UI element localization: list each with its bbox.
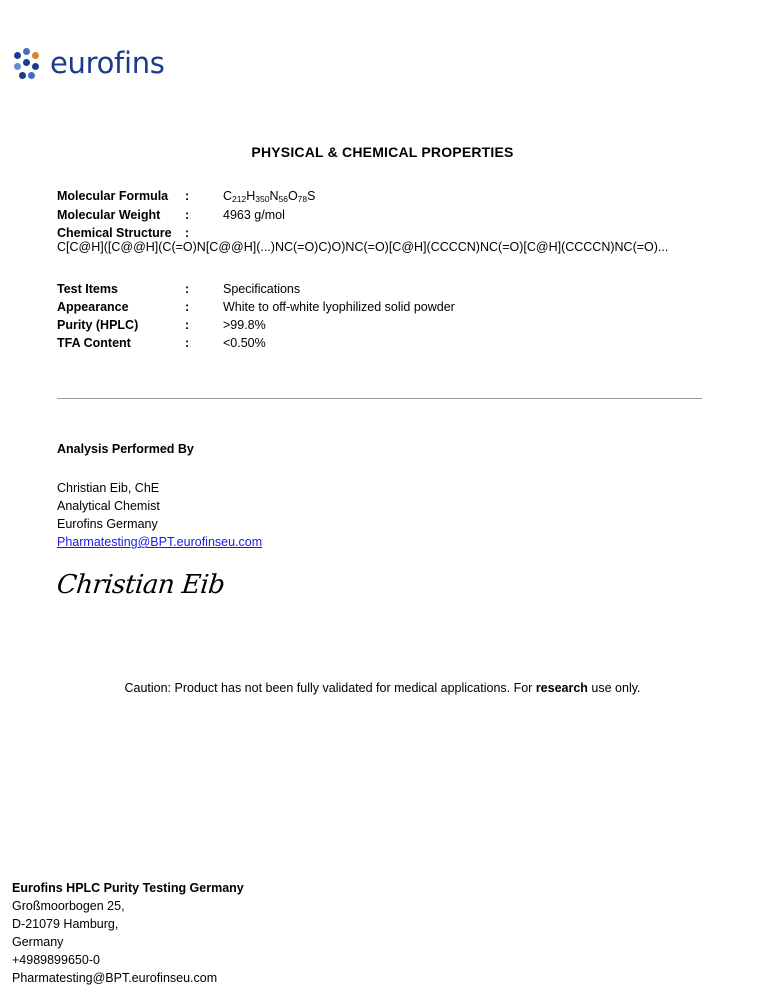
property-row-molecular-weight	[57, 206, 315, 224]
colon: :	[185, 282, 190, 296]
eurofins-dots-icon	[12, 46, 46, 80]
analyst-company: Eurofins Germany	[57, 517, 158, 531]
footer-email: Pharmatesting@BPT.eurofinseu.com	[12, 971, 218, 985]
molecular-weight-label: Molecular Weight	[57, 208, 161, 222]
purity-value: >99.8%	[223, 318, 266, 332]
logo-wordmark: eurofins	[50, 46, 165, 80]
colon: :	[185, 318, 190, 332]
footer	[12, 879, 244, 987]
analyst-role: Analytical Chemist	[57, 499, 160, 513]
section-divider	[57, 398, 702, 399]
test-items-label: Test Items	[57, 282, 118, 296]
colon: :	[185, 300, 190, 314]
property-row-molecular-formula	[57, 187, 315, 206]
molecular-formula-value: $C_{212}H_{350}N_{56}O_{78}S$	[223, 189, 316, 204]
smiles-string: C[C@H]([C@@H](C(=O)N[C@@H](...)NC(=O)C)O)NC(=O)[C@H](CCCCN)NC(=O)[C@H](CCCCN)NC(=O)...	[57, 240, 669, 254]
colon: :	[185, 189, 190, 203]
analysis-details	[57, 479, 262, 551]
tfa-content-value: <0.50%	[223, 336, 266, 350]
eurofins-logo	[12, 46, 165, 80]
appearance-value: White to off-white lyophilized solid powder	[223, 300, 455, 314]
test-items-value: Specifications	[223, 282, 301, 296]
signature: Christian Eib	[55, 570, 227, 600]
analyst-name: Christian Eib, ChE	[57, 481, 160, 495]
footer-company: Eurofins HPLC Purity Testing Germany	[12, 881, 244, 895]
tfa-content-label: TFA Content	[57, 336, 131, 350]
specifications-table	[57, 280, 455, 352]
analyst-email-link[interactable]: Pharmatesting@BPT.eurofinseu.com	[57, 535, 263, 549]
caution-emphasis: research	[535, 681, 588, 695]
table-row	[57, 298, 455, 316]
table-row	[57, 334, 455, 352]
colon: :	[185, 226, 190, 240]
chemical-structure-label: Chemical Structure	[57, 226, 172, 240]
purity-label: Purity (HPLC)	[57, 318, 139, 332]
caution-prefix: Caution: Product has not been fully validated for medical applications. For	[124, 681, 536, 695]
molecular-weight-value: 4963 g/mol	[223, 208, 285, 222]
footer-address-line-2: D-21079 Hamburg,	[12, 917, 119, 931]
caution-note	[0, 681, 765, 695]
analysis-heading: Analysis Performed By	[57, 442, 194, 456]
appearance-label: Appearance	[57, 300, 129, 314]
caution-suffix: use only.	[587, 681, 641, 695]
footer-address-line-1: Großmoorbogen 25,	[12, 899, 125, 913]
footer-phone: +4989899650-0	[12, 953, 100, 967]
table-row	[57, 280, 455, 298]
table-row	[57, 316, 455, 334]
colon: :	[185, 336, 190, 350]
colon: :	[185, 208, 190, 222]
properties-block	[57, 187, 315, 242]
footer-country: Germany	[12, 935, 64, 949]
page-title: PHYSICAL & CHEMICAL PROPERTIES	[251, 144, 514, 160]
molecular-formula-label: Molecular Formula	[57, 189, 169, 203]
